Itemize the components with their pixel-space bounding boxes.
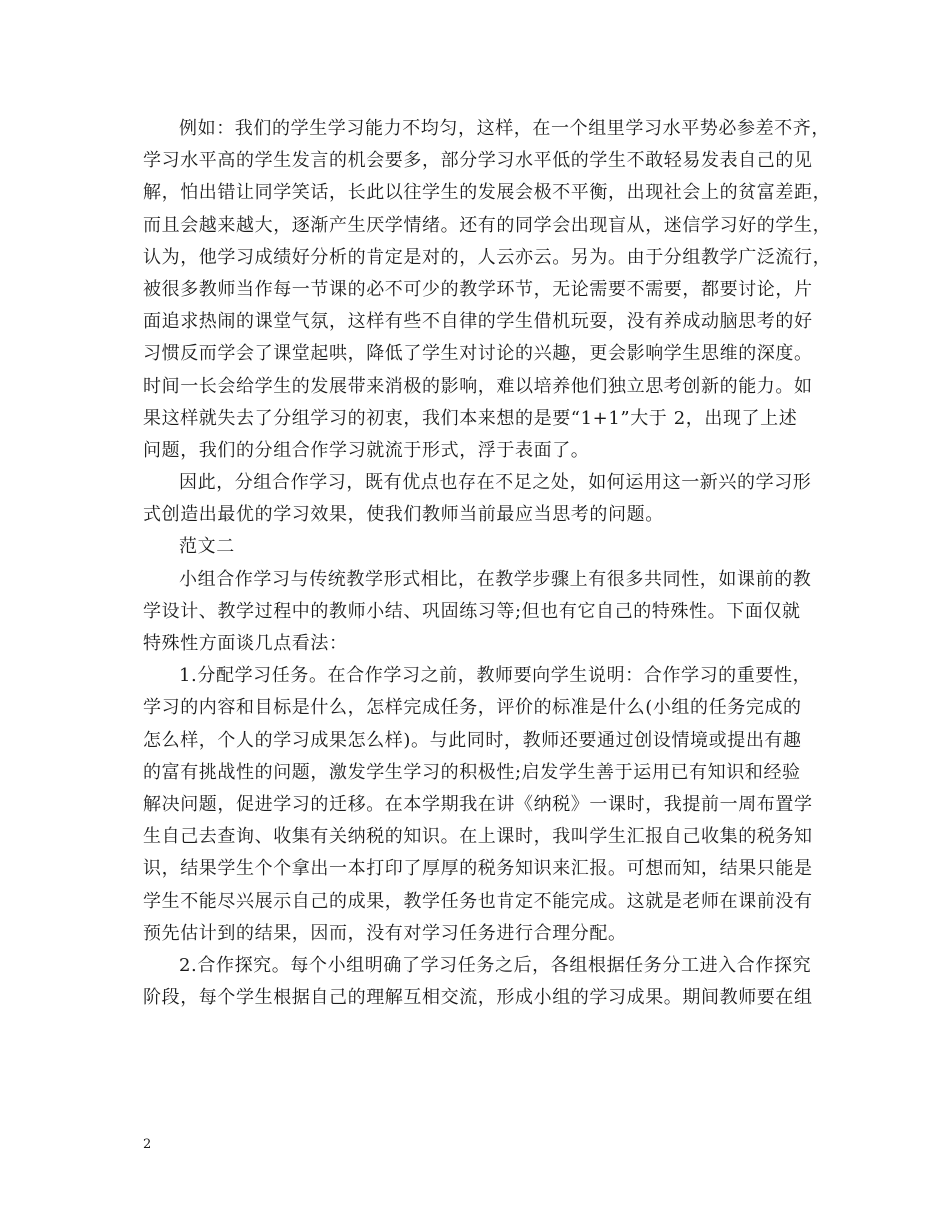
text-line: 小组合作学习与传统教学形式相比，在教学步骤上有很多共同性，如课前的教 <box>179 568 812 590</box>
section-title: 范文二 <box>179 536 235 558</box>
paragraph-intro <box>143 564 811 661</box>
text-line: 果这样就失去了分组学习的初衷，我们本来想的是要“1+1”大于 2，出现了上述 <box>143 407 798 429</box>
paragraph-point-1 <box>143 660 811 950</box>
text-line: 被很多教师当作每一节课的必不可少的教学环节，无论需要不需要，都要讨论，片 <box>143 278 813 300</box>
text-line: 认为，他学习成绩好分析的肯定是对的，人云亦云。另为。由于分组教学广泛流行， <box>143 246 832 268</box>
text-line: 预先估计到的结果，因而，没有对学习任务进行合理分配。 <box>143 922 627 944</box>
text-line: 阶段，每个学生根据自己的理解互相交流，形成小组的学习成果。期间教师要在组 <box>143 987 813 1009</box>
paragraph-point-2 <box>143 950 811 1014</box>
text-line: 而且会越来越大，逐渐产生厌学情绪。还有的同学会出现盲从，迷信学习好的学生， <box>143 214 832 236</box>
text-line: 识，结果学生个个拿出一本打印了厚厚的税务知识来汇报。可想而知，结果只能是 <box>143 858 813 880</box>
text-line: 的富有挑战性的问题，激发学生学习的积极性;启发学生善于运用已有知识和经验 <box>143 761 801 783</box>
text-line: 问题，我们的分组合作学习就流于形式，浮于表面了。 <box>143 439 590 461</box>
paragraph-example <box>143 113 832 467</box>
text-line: 学习的内容和目标是什么，怎样完成任务，评价的标准是什么(小组的任务完成的 <box>143 697 802 719</box>
text-line: 习惯反而学会了课堂起哄，降低了学生对讨论的兴趣，更会影响学生思维的深度。 <box>143 343 813 365</box>
text-line: 学设计、教学过程中的教师小结、巩固练习等;但也有它自己的特殊性。下面仅就 <box>143 600 801 622</box>
text-line: 面追求热闹的课堂气氛，这样有些不自律的学生借机玩耍，没有养成动脑思考的好 <box>143 311 813 333</box>
text-line: 解决问题，促进学习的迁移。在本学期我在讲《纳税》一课时，我提前一周布置学 <box>143 793 813 815</box>
text-line: 时间一长会给学生的发展带来消极的影响，难以培养他们独立思考创新的能力。如 <box>143 375 813 397</box>
text-line: 例如：我们的学生学习能力不均匀，这样，在一个组里学习水平势必参差不齐， <box>179 118 830 139</box>
page-number: 2 <box>143 1137 152 1152</box>
text-line: 怎么样，个人的学习成果怎么样)。与此同时，教师还要通过创设情境或提出有趣 <box>143 729 802 751</box>
section-heading <box>143 531 811 563</box>
document-body <box>143 113 832 1014</box>
text-line: 2.合作探究。每个小组明确了学习任务之后，各组根据任务分工进入合作探究 <box>179 954 812 976</box>
text-line: 1.分配学习任务。在合作学习之前，教师要向学生说明：合作学习的重要性， <box>179 665 812 687</box>
text-line: 学习水平高的学生发言的机会要多，部分学习水平低的学生不敢轻易发表自己的见 <box>143 150 813 172</box>
text-line: 特殊性方面谈几点看法： <box>143 633 348 654</box>
paragraph-conclusion <box>143 467 811 531</box>
text-line: 生自己去查询、收集有关纳税的知识。在上课时，我叫学生汇报自己收集的税务知 <box>143 826 813 848</box>
text-line: 学生不能尽兴展示自己的成果，教学任务也肯定不能完成。这就是老师在课前没有 <box>143 890 813 912</box>
text-line: 解，怕出错让同学笑话，长此以往学生的发展会极不平衡，出现社会上的贫富差距， <box>143 182 832 204</box>
text-line: 式创造出最优的学习效果，使我们教师当前最应当思考的问题。 <box>143 504 664 526</box>
text-line: 因此，分组合作学习，既有优点也存在不足之处，如何运用这一新兴的学习形 <box>179 472 812 494</box>
